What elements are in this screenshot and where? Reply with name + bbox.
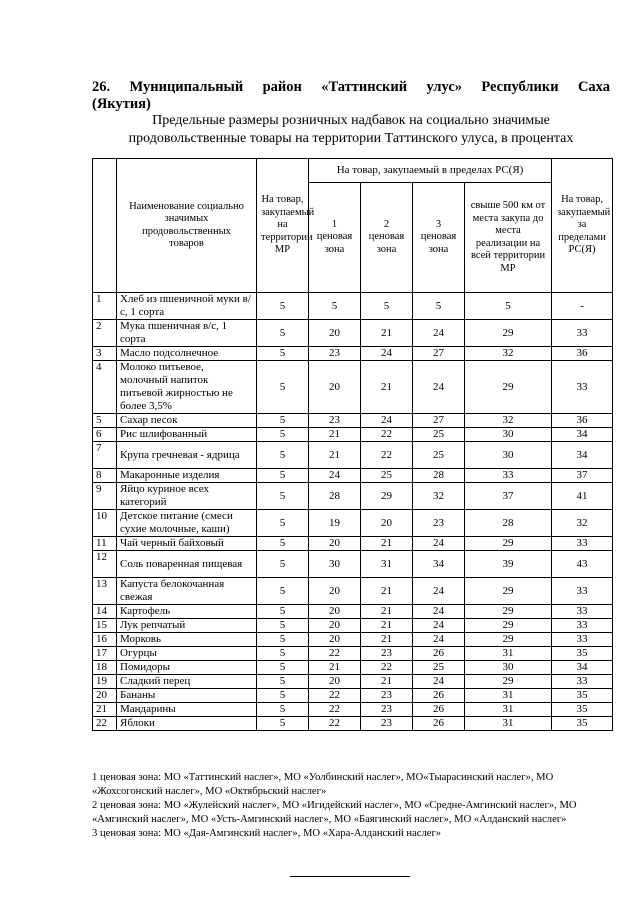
table-row (93, 633, 613, 647)
markup-over-500km: 31 (465, 689, 552, 703)
table-row (93, 619, 613, 633)
table-row (93, 469, 613, 483)
markup-over-500km: 29 (465, 361, 552, 414)
markup-zone-3: 23 (413, 510, 465, 537)
markup-zone-3: 26 (413, 689, 465, 703)
markup-mr: 5 (257, 675, 309, 689)
product-name: Макаронные изделия (117, 469, 257, 483)
markup-zone-2: 22 (361, 428, 413, 442)
markup-zone-2: 5 (361, 293, 413, 320)
row-number: 13 (93, 578, 117, 605)
markup-over-500km: 37 (465, 483, 552, 510)
table-row (93, 578, 613, 605)
row-number: 20 (93, 689, 117, 703)
header-zone-1: 1 ценовая зона (309, 183, 361, 293)
markup-mr: 5 (257, 703, 309, 717)
markup-zone-3: 24 (413, 675, 465, 689)
markup-outside-rs: 41 (552, 483, 613, 510)
markup-over-500km: 29 (465, 320, 552, 347)
markup-over-500km: 29 (465, 605, 552, 619)
markup-outside-rs: 33 (552, 633, 613, 647)
table-row (93, 537, 613, 551)
table-row (93, 320, 613, 347)
table-row (93, 717, 613, 731)
markup-table (92, 158, 613, 731)
table-row (93, 442, 613, 469)
markup-zone-2: 25 (361, 469, 413, 483)
markup-outside-rs: 33 (552, 578, 613, 605)
markup-over-500km: 30 (465, 442, 552, 469)
markup-zone-1: 22 (309, 703, 361, 717)
product-name: Масло подсолнечное (117, 347, 257, 361)
markup-zone-3: 26 (413, 717, 465, 731)
markup-over-500km: 39 (465, 551, 552, 578)
markup-outside-rs: 33 (552, 361, 613, 414)
markup-outside-rs: 36 (552, 347, 613, 361)
footer-rule (290, 876, 410, 877)
row-number: 5 (93, 414, 117, 428)
product-name: Капуста белокочанная свежая (117, 578, 257, 605)
product-name: Мандарины (117, 703, 257, 717)
markup-outside-rs: 33 (552, 320, 613, 347)
markup-zone-1: 20 (309, 537, 361, 551)
markup-zone-2: 20 (361, 510, 413, 537)
markup-zone-1: 20 (309, 619, 361, 633)
markup-outside-rs: 34 (552, 661, 613, 675)
markup-zone-2: 21 (361, 578, 413, 605)
markup-zone-3: 27 (413, 347, 465, 361)
product-name: Лук репчатый (117, 619, 257, 633)
row-number: 14 (93, 605, 117, 619)
product-name: Чай черный байховый (117, 537, 257, 551)
markup-mr: 5 (257, 428, 309, 442)
header-rs-group: На товар, закупаемый в пределах РС(Я) (309, 159, 552, 183)
row-number: 1 (93, 293, 117, 320)
markup-mr: 5 (257, 619, 309, 633)
markup-mr: 5 (257, 347, 309, 361)
markup-zone-1: 19 (309, 510, 361, 537)
footnote-zone-2: 2 ценовая зона: МО «Жулейский наслег», МО «Игидейский наслег», МО «Средне-Амгинский наслег», МО «Амгинский наслег», МО «Усть-Амгинский наслег», МО «Баягинский наслег», МО «Алданский наслег» (92, 800, 577, 825)
row-number: 17 (93, 647, 117, 661)
row-number: 22 (93, 717, 117, 731)
row-number: 3 (93, 347, 117, 361)
markup-zone-2: 24 (361, 414, 413, 428)
markup-outside-rs: 32 (552, 510, 613, 537)
header-number (93, 159, 117, 293)
markup-mr: 5 (257, 551, 309, 578)
markup-zone-1: 30 (309, 551, 361, 578)
markup-zone-3: 28 (413, 469, 465, 483)
markup-mr: 5 (257, 661, 309, 675)
product-name: Яйцо куриное всех категорий (117, 483, 257, 510)
markup-mr: 5 (257, 442, 309, 469)
table-row (93, 428, 613, 442)
markup-zone-2: 23 (361, 703, 413, 717)
markup-outside-rs: 35 (552, 689, 613, 703)
table-row (93, 703, 613, 717)
table-row (93, 661, 613, 675)
markup-mr: 5 (257, 633, 309, 647)
product-name: Помидоры (117, 661, 257, 675)
markup-zone-1: 22 (309, 717, 361, 731)
markup-outside-rs: - (552, 293, 613, 320)
product-name: Молоко питьевое, молочный напиток питьевой жирностью не более 3,5% (117, 361, 257, 414)
markup-outside-rs: 33 (552, 619, 613, 633)
markup-zone-1: 20 (309, 675, 361, 689)
markup-zone-2: 21 (361, 605, 413, 619)
product-name: Огурцы (117, 647, 257, 661)
markup-zone-1: 20 (309, 320, 361, 347)
markup-mr: 5 (257, 647, 309, 661)
row-number: 10 (93, 510, 117, 537)
footnotes (92, 771, 612, 841)
row-number: 9 (93, 483, 117, 510)
product-name: Яблоки (117, 717, 257, 731)
table-row (93, 483, 613, 510)
markup-zone-1: 21 (309, 428, 361, 442)
row-number: 16 (93, 633, 117, 647)
markup-zone-2: 23 (361, 689, 413, 703)
markup-zone-3: 25 (413, 661, 465, 675)
markup-zone-2: 29 (361, 483, 413, 510)
product-name: Хлеб из пшеничной муки в/с, 1 сорта (117, 293, 257, 320)
markup-zone-2: 23 (361, 717, 413, 731)
markup-zone-1: 23 (309, 347, 361, 361)
markup-outside-rs: 34 (552, 428, 613, 442)
markup-mr: 5 (257, 689, 309, 703)
footnote-zone-3: 3 ценовая зона: МО «Дая-Амгинский наслег», МО «Хара-Алданский наслег» (92, 828, 442, 839)
markup-mr: 5 (257, 293, 309, 320)
row-number: 12 (93, 551, 117, 578)
header-mr: На товар, закупаемый на территории МР (257, 159, 309, 293)
markup-zone-2: 21 (361, 320, 413, 347)
markup-over-500km: 31 (465, 703, 552, 717)
section-heading: 26. Муниципальный район «Таттинский улус» Республики Саха (92, 79, 610, 95)
markup-over-500km: 30 (465, 428, 552, 442)
markup-zone-3: 24 (413, 320, 465, 347)
row-number: 8 (93, 469, 117, 483)
markup-mr: 5 (257, 361, 309, 414)
table-row (93, 647, 613, 661)
row-number: 19 (93, 675, 117, 689)
markup-over-500km: 31 (465, 647, 552, 661)
markup-over-500km: 32 (465, 347, 552, 361)
markup-over-500km: 29 (465, 619, 552, 633)
markup-zone-3: 26 (413, 647, 465, 661)
table-row (93, 605, 613, 619)
markup-outside-rs: 35 (552, 647, 613, 661)
row-number: 15 (93, 619, 117, 633)
markup-zone-1: 5 (309, 293, 361, 320)
markup-zone-1: 21 (309, 442, 361, 469)
table-row (93, 675, 613, 689)
product-name: Морковь (117, 633, 257, 647)
markup-over-500km: 32 (465, 414, 552, 428)
table-row (93, 510, 613, 537)
markup-outside-rs: 35 (552, 717, 613, 731)
row-number: 18 (93, 661, 117, 675)
markup-mr: 5 (257, 510, 309, 537)
markup-outside-rs: 43 (552, 551, 613, 578)
product-name: Сладкий перец (117, 675, 257, 689)
markup-outside-rs: 35 (552, 703, 613, 717)
markup-zone-2: 21 (361, 537, 413, 551)
header-zone-3: 3 ценовая зона (413, 183, 465, 293)
markup-mr: 5 (257, 578, 309, 605)
markup-mr: 5 (257, 717, 309, 731)
markup-zone-3: 24 (413, 578, 465, 605)
markup-zone-1: 24 (309, 469, 361, 483)
markup-over-500km: 31 (465, 717, 552, 731)
markup-mr: 5 (257, 320, 309, 347)
markup-mr: 5 (257, 469, 309, 483)
markup-over-500km: 28 (465, 510, 552, 537)
markup-zone-3: 24 (413, 537, 465, 551)
markup-zone-2: 22 (361, 442, 413, 469)
markup-over-500km: 30 (465, 661, 552, 675)
markup-outside-rs: 33 (552, 675, 613, 689)
product-name: Сахар песок (117, 414, 257, 428)
markup-zone-2: 31 (361, 551, 413, 578)
row-number: 7 (93, 442, 117, 469)
markup-zone-3: 34 (413, 551, 465, 578)
product-name: Картофель (117, 605, 257, 619)
header-zone-2: 2 ценовая зона (361, 183, 413, 293)
markup-zone-2: 21 (361, 619, 413, 633)
markup-zone-3: 5 (413, 293, 465, 320)
markup-zone-3: 24 (413, 633, 465, 647)
markup-zone-1: 21 (309, 661, 361, 675)
row-number: 2 (93, 320, 117, 347)
table-row (93, 293, 613, 320)
markup-over-500km: 5 (465, 293, 552, 320)
row-number: 11 (93, 537, 117, 551)
row-number: 4 (93, 361, 117, 414)
product-name: Бананы (117, 689, 257, 703)
markup-zone-1: 20 (309, 361, 361, 414)
markup-mr: 5 (257, 605, 309, 619)
row-number: 21 (93, 703, 117, 717)
markup-mr: 5 (257, 483, 309, 510)
markup-zone-2: 21 (361, 675, 413, 689)
markup-zone-3: 24 (413, 361, 465, 414)
table-row (93, 551, 613, 578)
row-number: 6 (93, 428, 117, 442)
markup-zone-1: 20 (309, 578, 361, 605)
markup-over-500km: 33 (465, 469, 552, 483)
header-outside-rs: На товар, закупаемый за пределами РС(Я) (552, 159, 613, 293)
markup-zone-2: 21 (361, 361, 413, 414)
product-name: Детское питание (смеси сухие молочные, каши) (117, 510, 257, 537)
markup-zone-3: 32 (413, 483, 465, 510)
markup-over-500km: 29 (465, 537, 552, 551)
markup-zone-3: 24 (413, 605, 465, 619)
markup-outside-rs: 33 (552, 537, 613, 551)
markup-over-500km: 29 (465, 633, 552, 647)
markup-mr: 5 (257, 414, 309, 428)
table-row (93, 689, 613, 703)
header-product-name: Наименование социально значимых продовольственных товаров (117, 159, 257, 293)
caption-line-1: Предельные размеры розничных надбавок на социально значимые (152, 113, 550, 128)
markup-zone-1: 22 (309, 647, 361, 661)
markup-zone-3: 27 (413, 414, 465, 428)
product-name: Соль поваренная пищевая (117, 551, 257, 578)
table-row (93, 414, 613, 428)
markup-zone-1: 28 (309, 483, 361, 510)
footnote-zone-1: 1 ценовая зона: МО «Таттинский наслег», МО «Уолбинский наслег», МО«Тыарасинский наслег», МО «Жохсогонский наслег», МО «Октябрьский наслег» (92, 772, 554, 797)
markup-zone-2: 21 (361, 633, 413, 647)
markup-zone-1: 20 (309, 633, 361, 647)
markup-zone-2: 24 (361, 347, 413, 361)
markup-outside-rs: 36 (552, 414, 613, 428)
markup-over-500km: 29 (465, 675, 552, 689)
markup-outside-rs: 33 (552, 605, 613, 619)
table-body (93, 293, 613, 731)
markup-outside-rs: 34 (552, 442, 613, 469)
markup-zone-3: 26 (413, 703, 465, 717)
header-over-500km: свыше 500 км от места закупа до места реализации на всей территории МР (465, 183, 552, 293)
markup-zone-1: 23 (309, 414, 361, 428)
markup-zone-3: 25 (413, 442, 465, 469)
table-row (93, 347, 613, 361)
product-name: Рис шлифованный (117, 428, 257, 442)
markup-zone-2: 23 (361, 647, 413, 661)
markup-outside-rs: 37 (552, 469, 613, 483)
table-caption (92, 112, 610, 148)
markup-zone-1: 22 (309, 689, 361, 703)
caption-line-2: продовольственные товары на территории Таттинского улуса, в процентах (128, 131, 574, 146)
table-row (93, 361, 613, 414)
section-heading-continuation: (Якутия) (92, 96, 151, 112)
product-name: Мука пшеничная в/с, 1 сорта (117, 320, 257, 347)
markup-zone-2: 22 (361, 661, 413, 675)
markup-zone-1: 20 (309, 605, 361, 619)
markup-mr: 5 (257, 537, 309, 551)
markup-over-500km: 29 (465, 578, 552, 605)
markup-zone-3: 25 (413, 428, 465, 442)
markup-zone-3: 24 (413, 619, 465, 633)
product-name: Крупа гречневая - ядрица (117, 442, 257, 469)
